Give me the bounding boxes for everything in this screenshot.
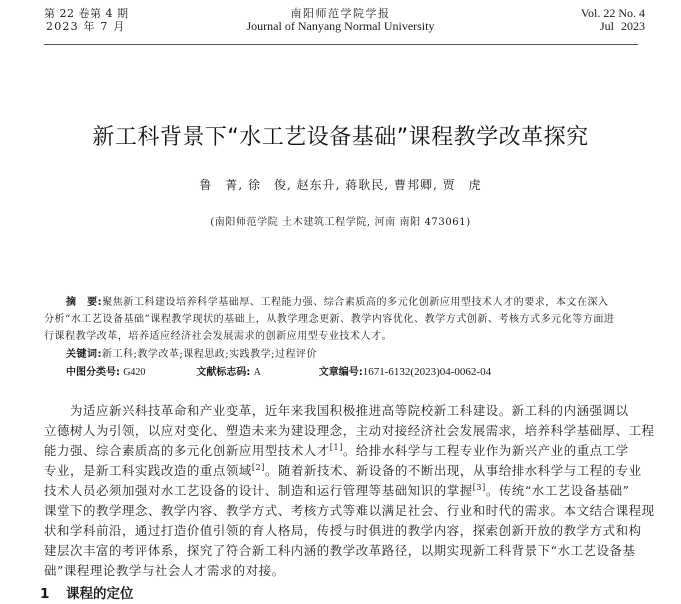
body-text: 专业，是新工科实践改造的重点领域 <box>44 463 252 478</box>
section-number: 1 <box>40 586 50 602</box>
body-text: 。随着新技术、新设备的不断出现，从事给排水科学与工程的专业 <box>265 463 642 478</box>
author-list: 鲁 菁, 徐 俊, 赵东升, 蒋耿民, 曹邦卿, 贾 虎 <box>199 178 482 192</box>
journal-name-en: Journal of Nanyang Normal University <box>246 19 435 33</box>
body-line: 立德树人为引领，以应对变化、塑造未来为建设理念，主动对接经济社会发展需求，培养科学基础厚、工程 <box>44 423 655 438</box>
volume-issue-cn: 第 22 卷第 4 期 <box>44 7 129 20</box>
date-en: Jul 2023 <box>599 19 645 33</box>
body-line: 础”课程理论教学与社会人才需求的对接。 <box>44 563 285 578</box>
body-text: 能力强、综合素质高的多元化创新应用型技术人才 <box>44 443 330 458</box>
clc-label: 中图分类号: <box>66 367 120 378</box>
body-text: 。传统“水工艺设备基础” <box>485 483 630 498</box>
clc-value: G420 <box>123 367 146 378</box>
body-line <box>44 481 630 499</box>
article-title: 新工科背景下“水工艺设备基础”课程教学改革探究 <box>92 125 589 150</box>
affiliation: (南阳师范学院 土木建筑工程学院, 河南 南阳 473061) <box>210 217 471 228</box>
abstract-line-1 <box>66 293 609 308</box>
body-text: 技术人员必须加强对水工艺设备的设计、制造和运行管理等基础知识的掌握 <box>44 483 473 498</box>
article-number-value: 1671-6132(2023)04-0062-04 <box>362 366 492 378</box>
document-code-value: A <box>253 367 261 378</box>
volume-issue-en: Vol. 22 No. 4 <box>580 6 645 20</box>
abstract-text: 聚焦新工科建设培养科学基础厚、工程能力强、综合素质高的多元化创新应用型技术人才的要求，本文在深入 <box>102 297 609 308</box>
keywords-value: 新工科;教学改革;课程思政;实践教学;过程评价 <box>102 349 317 360</box>
section-heading <box>40 582 134 602</box>
document-code-label: 文献标志码: <box>196 367 251 378</box>
keywords <box>66 345 317 360</box>
date-cn: 2023 年 7 月 <box>46 20 126 33</box>
body-line: 建层次丰富的考评体系，探究了符合新工科内涵的教学改革路径，以期实现新工科背景下“水工艺设备基 <box>44 543 636 558</box>
abstract-line-2: 分析“水工艺设备基础”课程教学现状的基础上，从教学理念更新、教学内容优化、教学方式创新、考核方式多元化等方面进 <box>44 314 615 325</box>
body-line <box>44 461 642 479</box>
citation-ref[interactable]: [1] <box>329 443 343 452</box>
keywords-label: 关键词: <box>66 349 102 360</box>
body-line <box>44 441 629 459</box>
section-title: 课程的定位 <box>66 586 134 602</box>
abstract-line-3: 行课程教学改革，培养适应经济社会发展需求的创新应用型专业技术人才。 <box>44 331 393 342</box>
article-number-label: 文章编号: <box>318 367 363 378</box>
header-rule <box>44 44 638 45</box>
citation-ref[interactable]: [2] <box>251 463 265 472</box>
abstract-label: 摘 要: <box>66 297 103 308</box>
classification-line <box>66 363 491 378</box>
body-text: 。给排水科学与工程专业作为新兴产业的重点工学 <box>342 443 629 458</box>
journal-name-cn: 南阳师范学院学报 <box>290 7 391 20</box>
citation-ref[interactable]: [3] <box>472 483 486 492</box>
body-line: 状和学科前沿，通过打造价值引领的育人格局，传授与时俱进的教学内容，探索创新开放的教学方式和构 <box>44 523 642 538</box>
body-line: 为适应新兴科技革命和产业变革，近年来我国积极推进高等院校新工科建设。新工科的内涵强调以 <box>70 403 629 418</box>
body-line: 课堂下的教学理念、教学内容、教学方式、考核方式等难以满足社会、行业和时代的需求。本文结合课程现 <box>44 503 655 518</box>
